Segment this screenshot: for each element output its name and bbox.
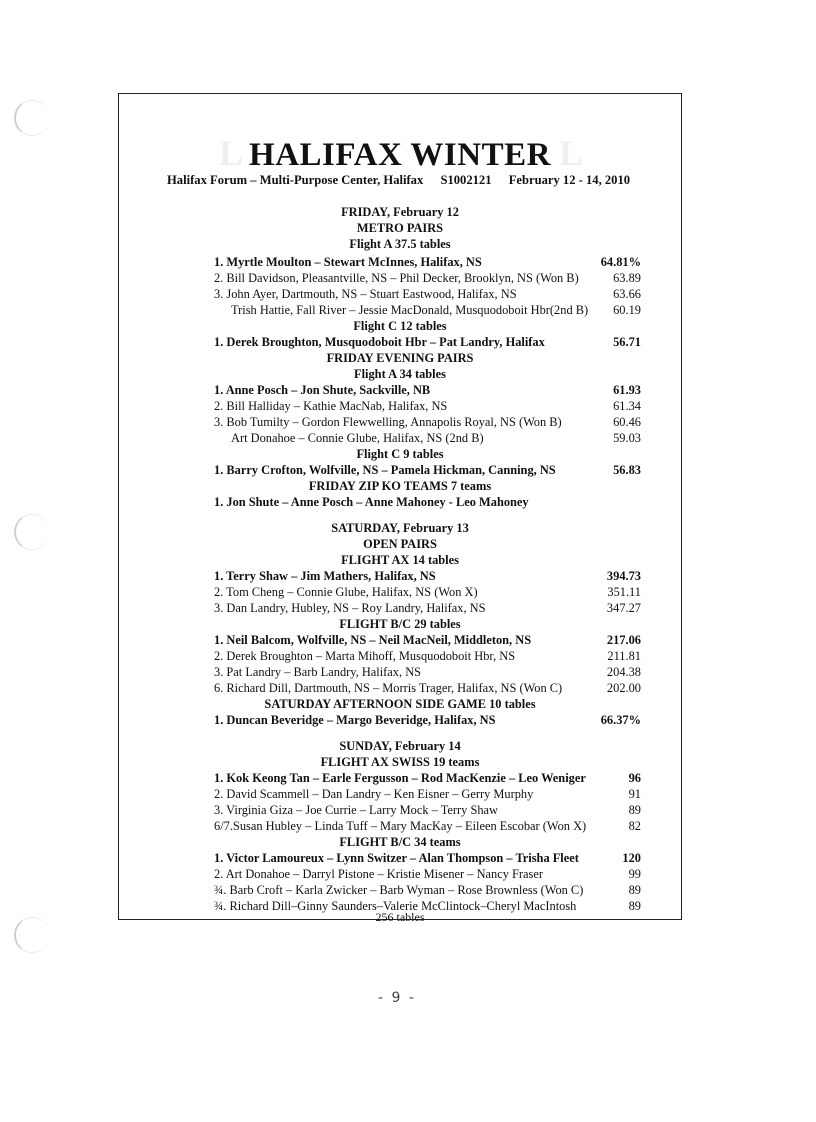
entry-text: 1. Neil Balcom, Wolfville, NS – Neil MacNeil, Middleton, NS [214, 633, 532, 647]
entry-text: 1. Terry Shaw – Jim Mathers, Halifax, NS [214, 569, 436, 583]
entry-text: 3. John Ayer, Dartmouth, NS – Stuart Eastwood, Halifax, NS [214, 287, 517, 301]
entry-text: 3. Dan Landry, Hubley, NS – Roy Landry, Halifax, NS [214, 601, 486, 615]
result-entry [214, 254, 482, 270]
punch-hole-top [14, 100, 50, 136]
entry-score: 217.06 [606, 633, 641, 647]
entry-text: 2. Bill Halliday – Kathie MacNab, Halifax, NS [214, 399, 448, 413]
result-entry [214, 664, 421, 680]
total-tables: 256 tables [375, 910, 425, 924]
section-heading [119, 236, 681, 252]
entry-text: 1. Myrtle Moulton – Stewart McInnes, Halifax, NS [214, 255, 482, 269]
heading-text: FLIGHT AX SWISS 19 teams [320, 755, 480, 769]
event-subtitle [167, 173, 644, 188]
entry-text: 2. Tom Cheng – Connie Glube, Halifax, NS (Won X) [214, 585, 478, 599]
heading-text: OPEN PAIRS [363, 537, 437, 551]
heading-text: FRIDAY EVENING PAIRS [326, 351, 474, 365]
entry-score: 60.46 [613, 415, 641, 429]
result-entry [214, 414, 562, 430]
entry-text: Art Donahoe – Connie Glube, Halifax, NS (2nd B) [231, 431, 484, 445]
heading-text: SATURDAY, February 13 [331, 521, 469, 535]
section-heading [119, 552, 681, 568]
entry-score: 120 [622, 851, 641, 865]
bleed-through-text: L [559, 133, 587, 173]
heading-text: METRO PAIRS [356, 221, 444, 235]
heading-text: FLIGHT B/C 29 tables [339, 617, 461, 631]
result-entry [214, 850, 579, 866]
result-entry [214, 866, 543, 882]
section-heading [119, 204, 681, 220]
entry-score: 56.83 [613, 463, 641, 477]
result-entry [214, 568, 436, 584]
section-heading [119, 834, 681, 850]
entry-score: 89 [628, 883, 641, 897]
bleed-through-text: L [219, 133, 247, 173]
section-heading [119, 738, 681, 754]
section-heading [119, 366, 681, 382]
section-heading [119, 350, 681, 366]
entry-score: 63.89 [613, 271, 641, 285]
result-entry [214, 632, 531, 648]
entry-text: 1. Barry Crofton, Wolfville, NS – Pamela Hickman, Canning, NS [214, 463, 556, 477]
page-title: HALIFAX WINTER [249, 137, 551, 173]
result-entry [214, 882, 583, 898]
entry-text: 6. Richard Dill, Dartmouth, NS – Morris Trager, Halifax, NS (Won C) [214, 681, 563, 695]
heading-text: Flight A 37.5 tables [349, 237, 451, 251]
event-dates: February 12 - 14, 2010 [508, 173, 631, 187]
section-heading [119, 754, 681, 770]
entry-text: 2. Art Donahoe – Darryl Pistone – Kristie Misener – Nancy Fraser [214, 867, 543, 881]
entry-text: 1. Duncan Beveridge – Margo Beveridge, Halifax, NS [214, 713, 496, 727]
heading-text: Flight C 9 tables [356, 447, 444, 461]
result-entry [214, 600, 486, 616]
heading-text: Flight C 12 tables [353, 319, 447, 333]
result-entry [214, 770, 586, 786]
entry-text: 3. Pat Landry – Barb Landry, Halifax, NS [214, 665, 422, 679]
result-entry [214, 462, 556, 478]
entry-score: 211.81 [607, 649, 641, 663]
entry-score: 64.81% [600, 255, 641, 269]
section-heading [119, 616, 681, 632]
heading-text: FLIGHT B/C 34 teams [339, 835, 461, 849]
section-heading [119, 446, 681, 462]
entry-text: 3. Bob Tumilty – Gordon Flewwelling, Annapolis Royal, NS (Won B) [214, 415, 562, 429]
result-entry [214, 270, 579, 286]
entry-score: 89 [628, 803, 641, 817]
result-entry [214, 648, 515, 664]
entry-text: ¾. Barb Croft – Karla Zwicker – Barb Wyman – Rose Brownless (Won C) [214, 883, 584, 897]
entry-score: 347.27 [606, 601, 641, 615]
result-entry [214, 382, 430, 398]
entry-text: 2. David Scammell – Dan Landry – Ken Eisner – Gerry Murphy [214, 787, 534, 801]
section-heading [119, 520, 681, 536]
result-entry [214, 786, 533, 802]
sanction-code: S1002121 [440, 173, 492, 187]
entry-score: 89 [628, 899, 641, 913]
entry-score: 202.00 [606, 681, 641, 695]
entry-score: 59.03 [613, 431, 641, 445]
result-entry [214, 818, 586, 834]
entry-text: 1. Anne Posch – Jon Shute, Sackville, NB [214, 383, 431, 397]
entry-text: 2. Derek Broughton – Marta Mihoff, Musquodoboit Hbr, NS [214, 649, 516, 663]
entry-score: 99 [628, 867, 641, 881]
section-heading [119, 478, 681, 494]
result-entry [214, 334, 545, 350]
entry-score: 60.19 [613, 303, 641, 317]
venue-text: Halifax Forum – Multi-Purpose Center, Halifax [167, 173, 424, 187]
heading-text: FRIDAY ZIP KO TEAMS 7 teams [308, 479, 492, 493]
entry-text: 3. Virginia Giza – Joe Currie – Larry Mock – Terry Shaw [214, 803, 498, 817]
punch-hole-bottom [14, 917, 50, 953]
section-heading [119, 220, 681, 236]
entry-text: 1. Derek Broughton, Musquodoboit Hbr – Pat Landry, Halifax [214, 335, 545, 349]
section-heading [119, 536, 681, 552]
entry-score: 351.11 [607, 585, 641, 599]
section-heading [119, 318, 681, 334]
entry-score: 66.37% [600, 713, 641, 727]
results-sheet [118, 93, 682, 924]
entry-score: 96 [628, 771, 641, 785]
result-entry [214, 802, 498, 818]
result-entry [214, 680, 562, 696]
entry-score: 56.71 [613, 335, 641, 349]
entry-score: 91 [628, 787, 641, 801]
entry-score: 61.34 [613, 399, 641, 413]
heading-text: SUNDAY, February 14 [339, 739, 461, 753]
entry-text: Trish Hattie, Fall River – Jessie MacDonald, Musquodoboit Hbr(2nd B) [231, 303, 589, 317]
entry-score: 82 [628, 819, 641, 833]
entry-text: ¾. Richard Dill–Ginny Saunders–Valerie McClintock–Cheryl MacIntosh [214, 899, 577, 913]
result-entry [231, 430, 484, 446]
result-entry [214, 584, 478, 600]
heading-text: FRIDAY, February 12 [341, 205, 459, 219]
result-entry [231, 302, 588, 318]
entry-score: 394.73 [606, 569, 641, 583]
section-heading [119, 696, 681, 712]
entry-text: 2. Bill Davidson, Pleasantville, NS – Phil Decker, Brooklyn, NS (Won B) [214, 271, 579, 285]
heading-text: FLIGHT AX 14 tables [341, 553, 459, 567]
page-number: - 9 - [378, 990, 416, 1006]
heading-text: SATURDAY AFTERNOON SIDE GAME 10 tables [264, 697, 536, 711]
result-entry [214, 494, 529, 510]
heading-text: Flight A 34 tables [354, 367, 446, 381]
entry-score: 204.38 [606, 665, 641, 679]
entry-text: 1. Jon Shute – Anne Posch – Anne Mahoney - Leo Mahoney [214, 495, 529, 509]
result-entry [214, 712, 496, 728]
entry-text: 1. Kok Keong Tan – Earle Fergusson – Rod MacKenzie – Leo Weniger [214, 771, 586, 785]
entry-text: 6/7.Susan Hubley – Linda Tuff – Mary MacKay – Eileen Escobar (Won X) [214, 819, 587, 833]
result-entry [214, 398, 447, 414]
entry-text: 1. Victor Lamoureux – Lynn Switzer – Alan Thompson – Trisha Fleet [214, 851, 579, 865]
punch-hole-middle [14, 514, 50, 550]
entry-score: 63.66 [613, 287, 641, 301]
result-entry [214, 286, 517, 302]
entry-score: 61.93 [613, 383, 641, 397]
